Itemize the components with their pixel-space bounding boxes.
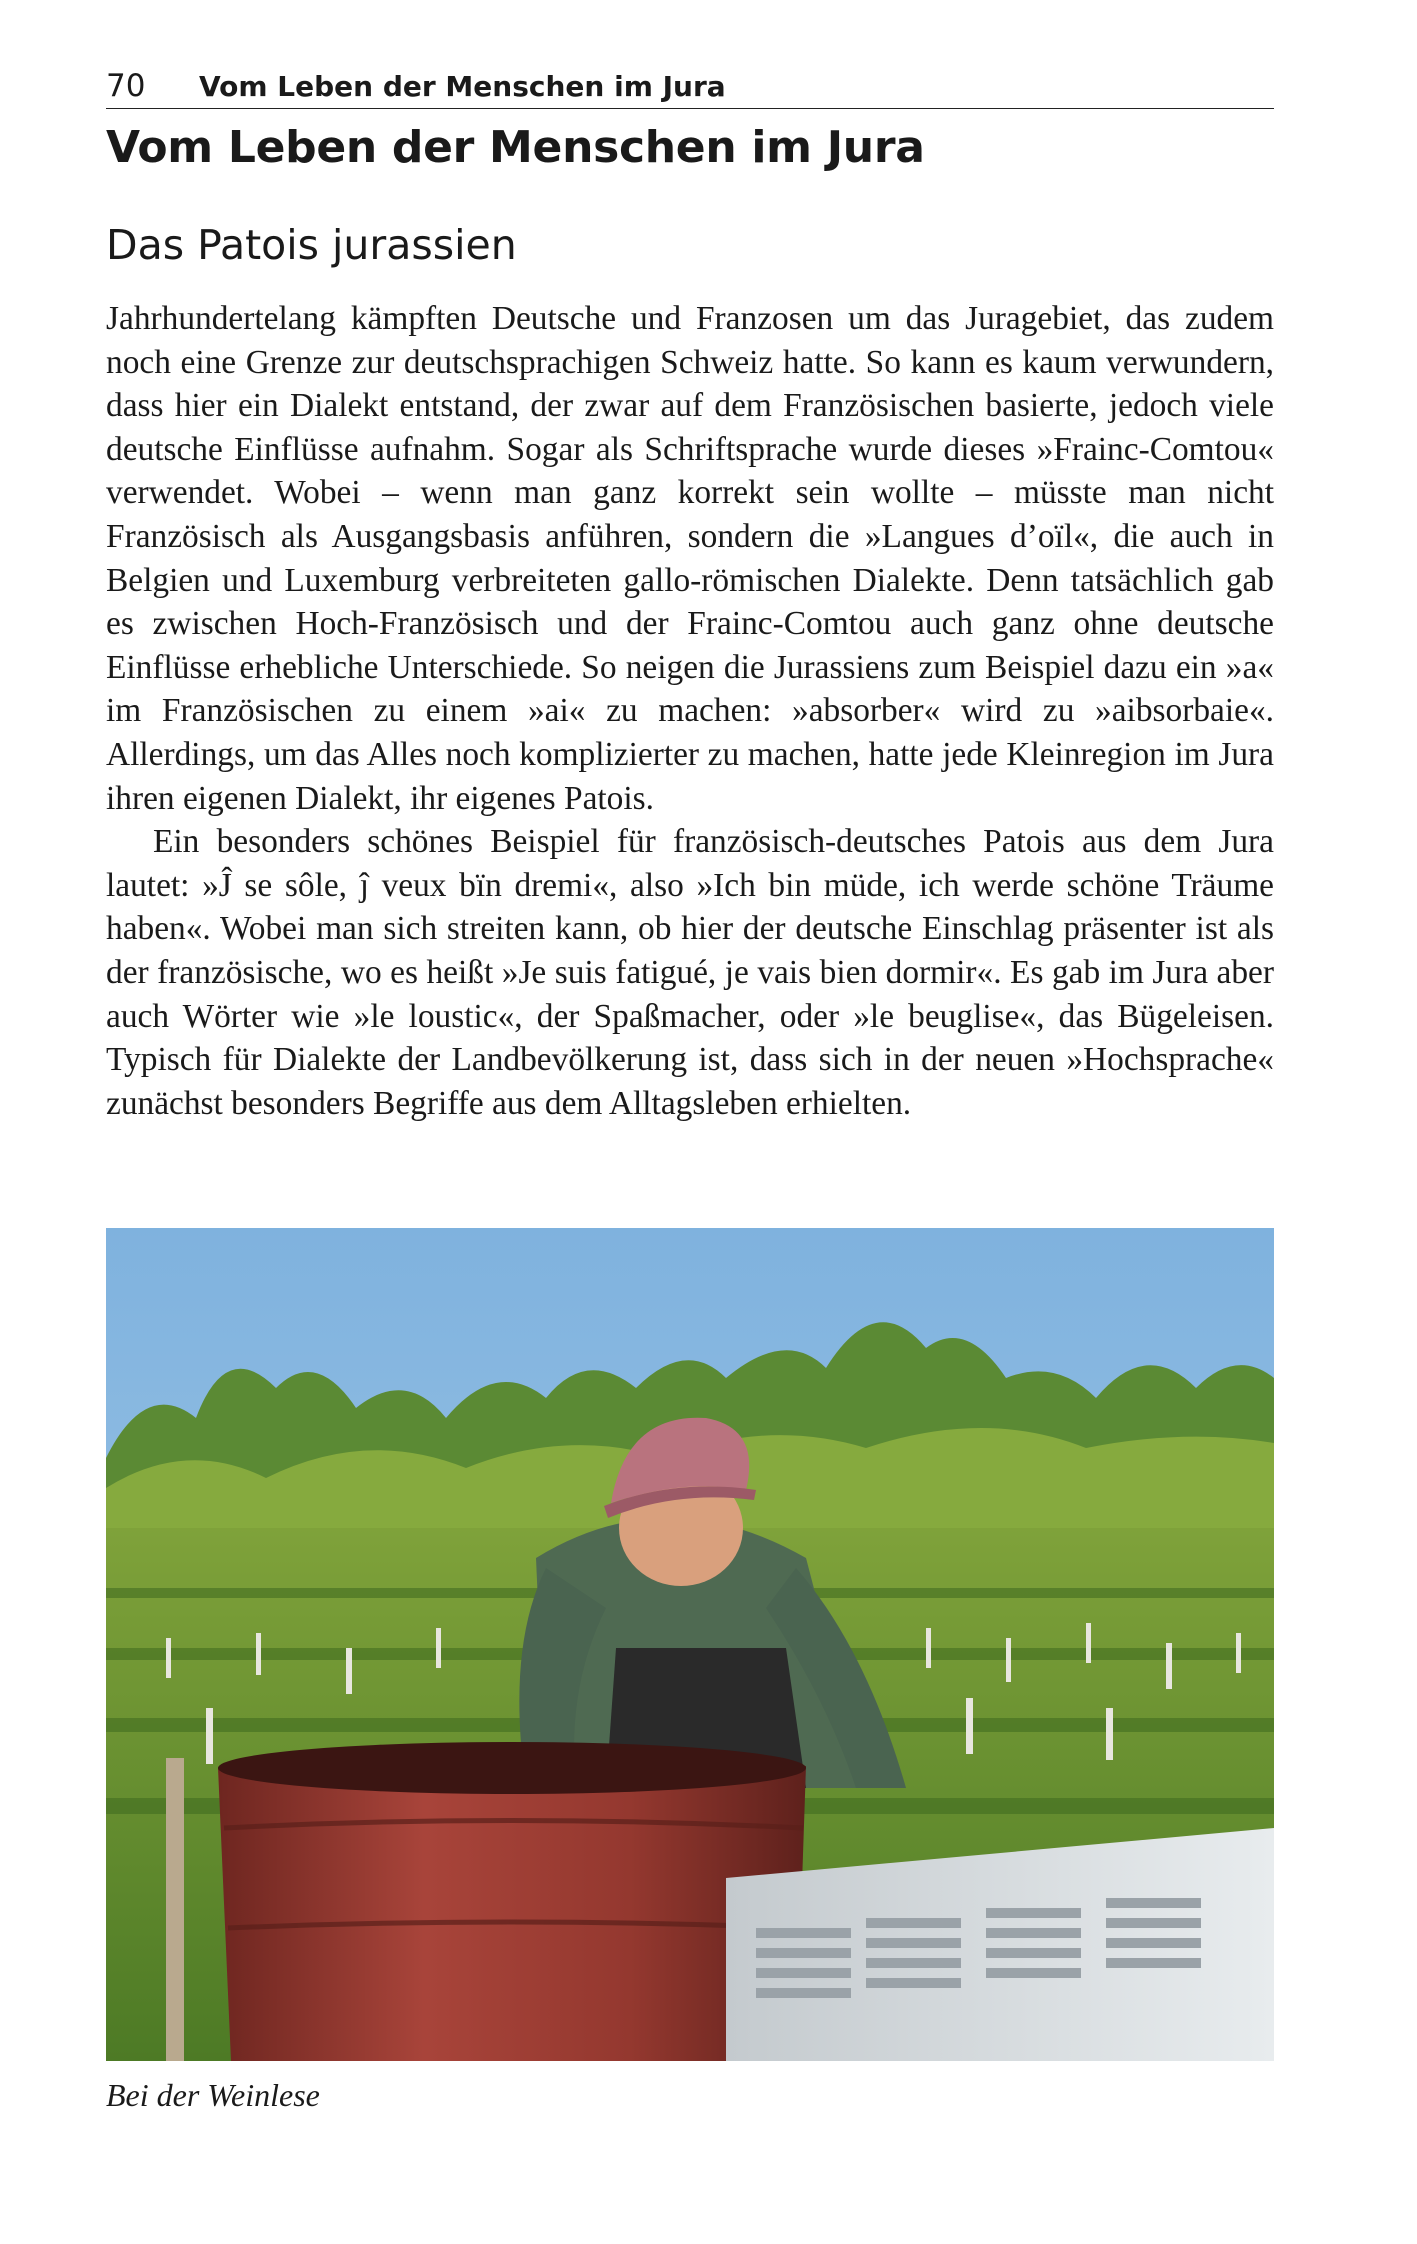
photo-illustration [106, 1228, 1274, 2061]
photo-caption: Bei der Weinlese [106, 2077, 320, 2113]
chapter-title: Vom Leben der Menschen im Jura [106, 122, 925, 173]
vineyard-photo [106, 1228, 1274, 2061]
running-title: Vom Leben der Menschen im Jura [199, 70, 726, 103]
paragraph: Jahrhundertelang kämpften Deutsche und Franzosen um das Juragebiet, das zudem noch eine Grenze zur deutschsprachigen Schweiz hatte. So kann es kaum verwundern, dass hier ein Dialekt entstand, der zwar auf dem Französischen basierte, jedoch viele deutsche Einflüsse aufnahm. Sogar als Schriftsprache wurde dieses »Frainc-Comtou« verwendet. Wobei – wenn man ganz korrekt sein wollte – müsste man nicht Französisch als Ausgangsbasis anführen, sondern die »Langues d’oïl«, die auch in Belgien und Luxemburg verbreiteten gallo-römischen Dialekte. Denn tatsächlich gab es zwischen Hoch-Französisch und der Frainc-Comtou auch ganz ohne deutsche Einflüsse erhebliche Unterschiede. So neigen die Jurassiens zum Beispiel dazu ein »a« im Französischen zu einem »ai« zu machen: »absorber« wird zu »aibsorbaie«. Allerdings, um das Alles noch komplizierter zu machen, hatte jede Kleinregion im Jura ihren eigenen Dialekt, ihr eigenes Patois. [106, 300, 1274, 817]
paragraph: Ein besonders schönes Beispiel für französisch-deutsches Patois aus dem Jura lautet: »Ĵ se sôle, ĵ veux bïn dremi«, also »Ich bin müde, ich werde schöne Träume haben«. Wobei man sich streiten kann, ob hier der deutsche Einschlag präsenter ist als der französische, wo es heißt »Je suis fatigué, je vais bien dormir«. Es gab im Jura aber auch Wörter wie »le loustic«, der Spaßmacher, oder »le beuglise«, das Bügeleisen. Typisch für Dialekte der Landbevölkerung ist, dass sich in der neuen »Hochsprache« zunächst besonders Begriffe aus dem Alltagsleben erhielten. [106, 823, 1274, 1122]
page-header [106, 64, 1274, 109]
page-number: 70 [106, 68, 146, 104]
section-title: Das Patois jurassien [106, 221, 517, 269]
body-text [106, 297, 1274, 1125]
